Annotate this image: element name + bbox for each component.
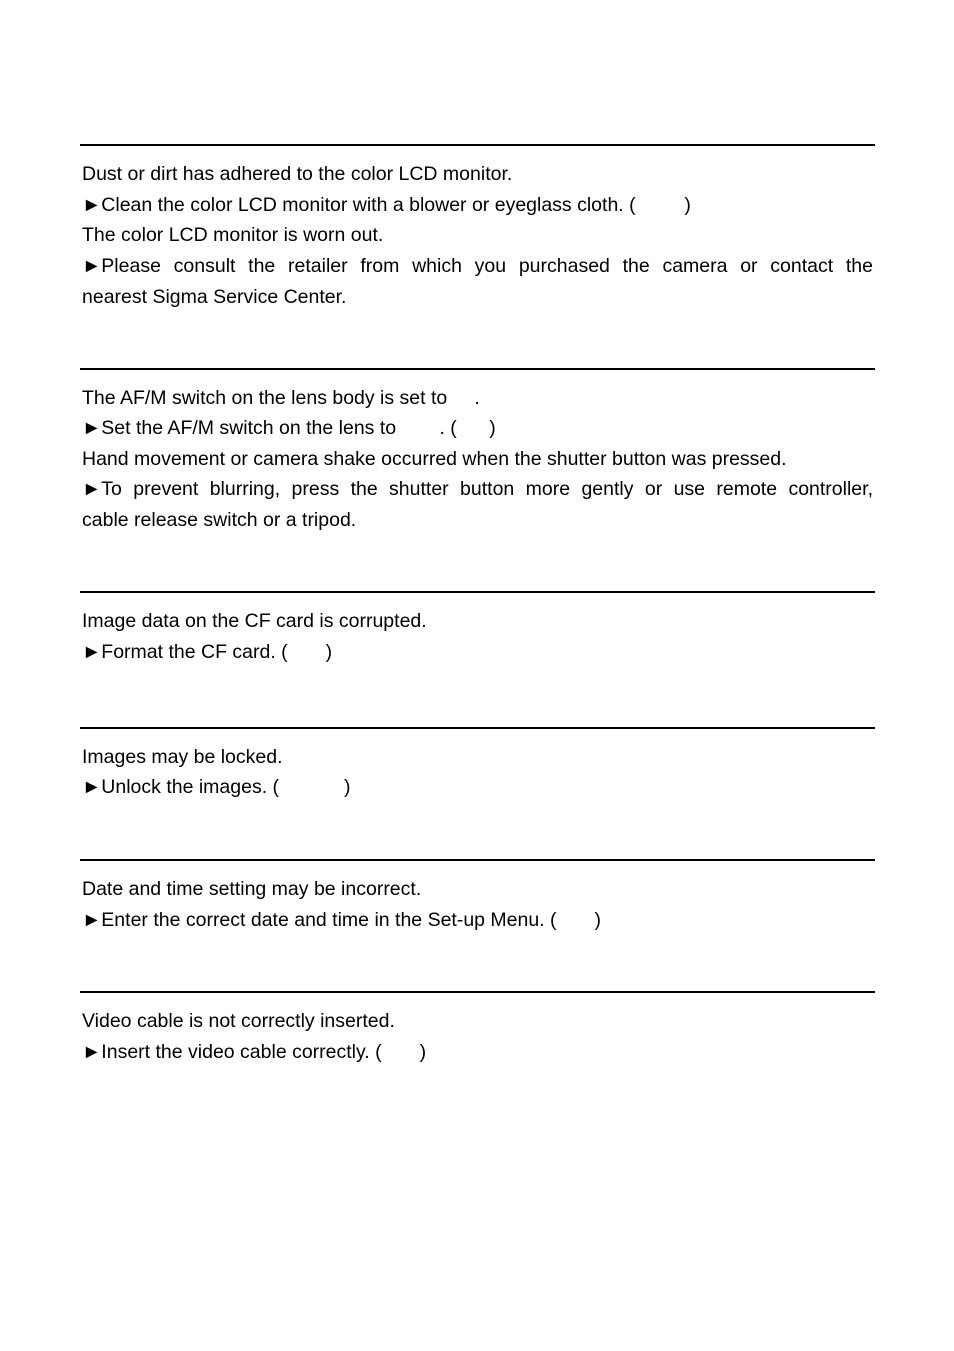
section-video-cable: [80, 991, 875, 1063]
section-date-time: [80, 859, 875, 931]
cause-text: Hand movement or camera shake occurred when the shutter button was pressed.: [82, 448, 787, 470]
cause-text: The color LCD monitor is worn out.: [82, 224, 384, 246]
remedy-text: ►Format the CF card. ( ): [82, 641, 333, 663]
remedy-text-continued: cable release switch or a tripod.: [82, 509, 357, 531]
section-blurred-image: [80, 368, 875, 531]
remedy-text: ►Insert the video cable correctly. ( ): [82, 1041, 427, 1063]
remedy-text-continued: nearest Sigma Service Center.: [82, 286, 347, 308]
remedy-text: ►Enter the correct date and time in the Set-up Menu. ( ): [82, 909, 601, 931]
cause-text: Date and time setting may be incorrect.: [82, 878, 422, 900]
remedy-text: ►Please consult the retailer from which you purchased the camera or contact the: [82, 255, 873, 277]
cause-text: Image data on the CF card is corrupted.: [82, 610, 427, 632]
cause-text: Dust or dirt has adhered to the color LCD monitor.: [82, 163, 513, 185]
remedy-text: ►Clean the color LCD monitor with a blower or eyeglass cloth. ( ): [82, 194, 691, 216]
section-locked-images: [80, 727, 875, 798]
cause-text: The AF/M switch on the lens body is set to .: [82, 387, 480, 409]
section-corrupted-data: [80, 591, 875, 663]
remedy-text: ►Set the AF/M switch on the lens to . ( ): [82, 417, 496, 439]
cause-text: Video cable is not correctly inserted.: [82, 1010, 395, 1032]
remedy-text: ►Unlock the images. ( ): [82, 776, 351, 798]
cause-text: Images may be locked.: [82, 746, 283, 768]
remedy-text: ►To prevent blurring, press the shutter button more gently or use remote controller,: [82, 478, 873, 500]
section-lcd-monitor: [80, 144, 875, 308]
